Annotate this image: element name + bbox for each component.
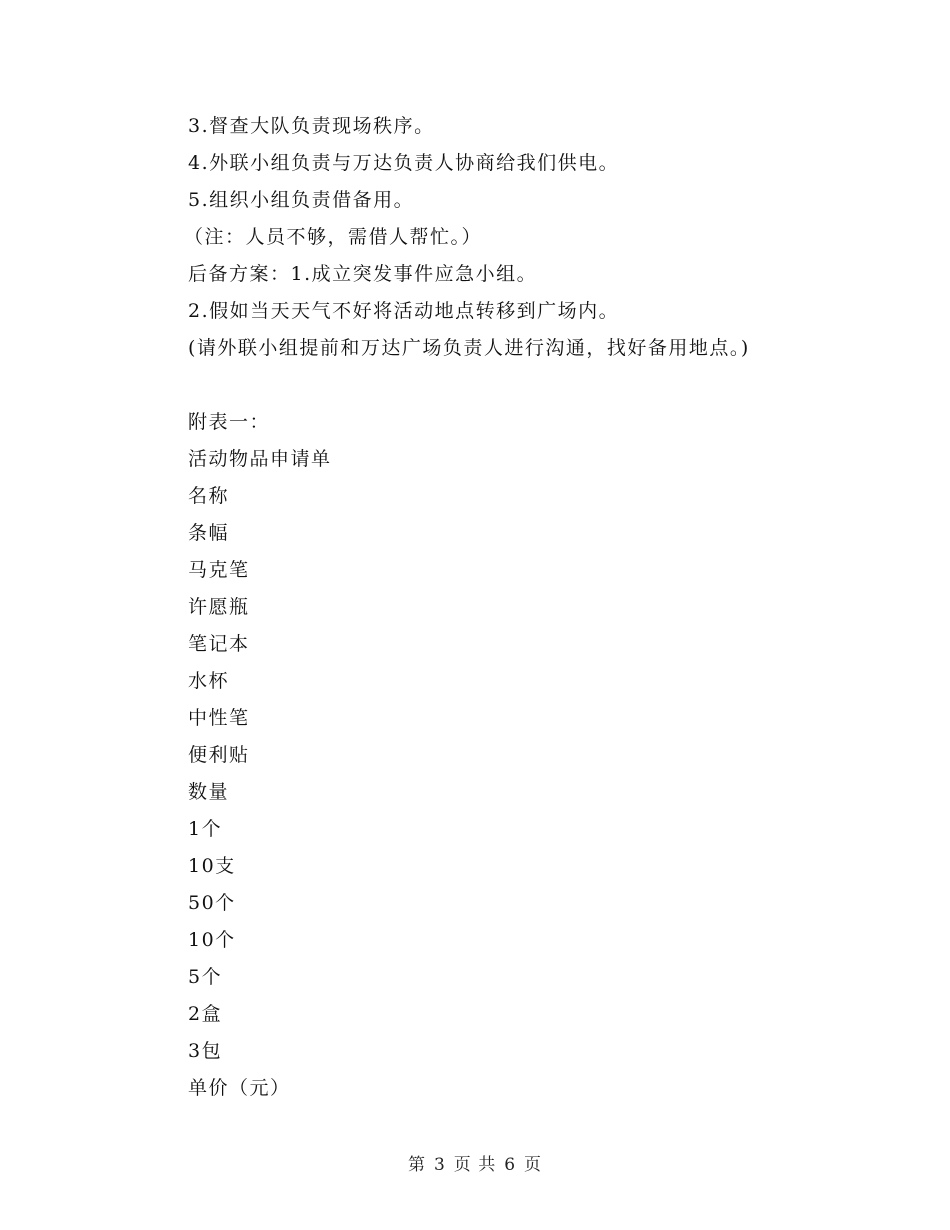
note-line: （注：人员不够，需借人帮忙。） <box>184 226 483 248</box>
page-footer <box>0 1150 950 1175</box>
page-total-number: 6 <box>504 1155 517 1175</box>
text-line: 2.假如当天天气不好将活动地点转移到广场内。 <box>188 300 620 322</box>
item-name: 笔记本 <box>188 633 250 655</box>
quantity-column-header: 数量 <box>188 781 230 803</box>
item-quantity: 2盒 <box>188 1003 223 1025</box>
item-quantity: 50个 <box>188 892 236 914</box>
page-label-suffix: 页 <box>524 1155 543 1175</box>
page-label-prefix: 第 <box>407 1155 426 1175</box>
name-column-header: 名称 <box>188 485 230 507</box>
item-quantity: 10支 <box>188 855 236 877</box>
page-label-mid: 页 共 <box>453 1155 497 1175</box>
item-quantity: 1个 <box>188 818 223 840</box>
item-name: 马克笔 <box>188 559 250 581</box>
price-column-header: 单价（元） <box>188 1077 291 1099</box>
text-line: (请外联小组提前和万达广场负责人进行沟通，找好备用地点。) <box>188 337 750 359</box>
item-name: 水杯 <box>188 670 230 692</box>
item-quantity: 3包 <box>188 1040 223 1062</box>
appendix-title: 附表一： <box>188 411 271 433</box>
text-line: 后备方案：1.成立突发事件应急小组。 <box>188 263 538 285</box>
item-name: 许愿瓶 <box>188 596 250 618</box>
item-quantity: 5个 <box>188 966 223 988</box>
item-name: 中性笔 <box>188 707 250 729</box>
page-current-number: 3 <box>433 1155 446 1175</box>
text-line: 3.督查大队负责现场秩序。 <box>188 115 435 137</box>
paragraph-gap <box>188 367 868 404</box>
form-title: 活动物品申请单 <box>188 448 332 470</box>
text-line: 4.外联小组负责与万达负责人协商给我们供电。 <box>188 152 620 174</box>
item-name: 条幅 <box>188 522 230 544</box>
item-quantity: 10个 <box>188 929 236 951</box>
item-name: 便利贴 <box>188 744 250 766</box>
text-line: 5.组织小组负责借备用。 <box>188 189 415 211</box>
document-body <box>184 108 868 1107</box>
